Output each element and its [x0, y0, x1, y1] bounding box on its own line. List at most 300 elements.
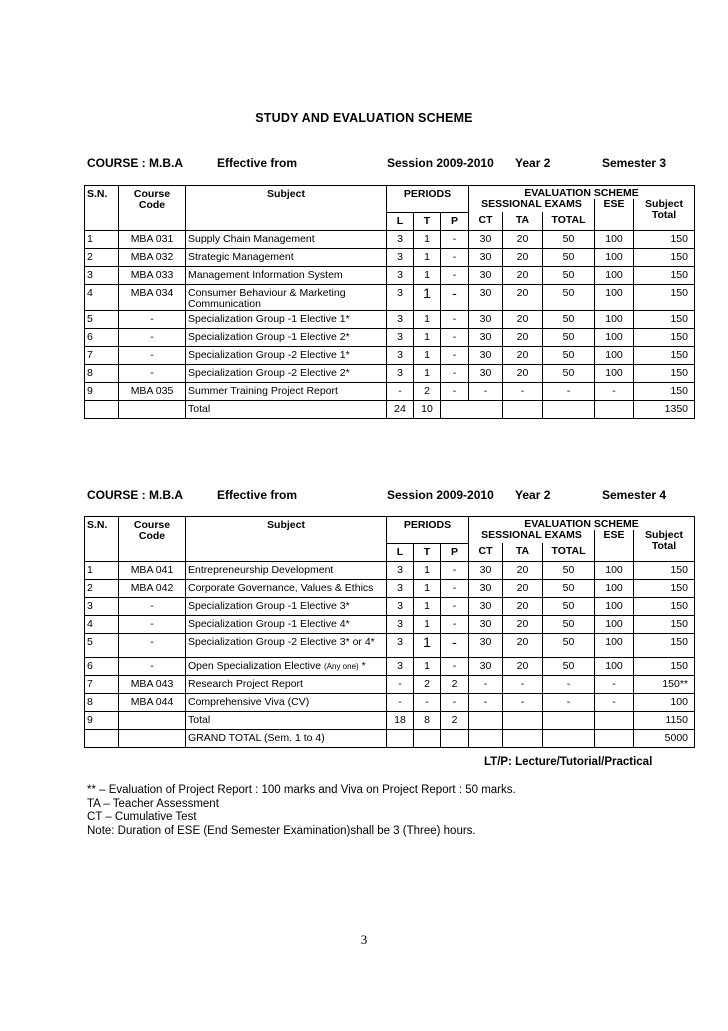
- header-subject-total: [634, 530, 695, 561]
- cell-subject: Specialization Group -1 Elective 1*: [186, 310, 387, 328]
- header-evaluation-scheme: EVALUATION SCHEME: [469, 517, 695, 531]
- header-ct: CT: [469, 543, 503, 561]
- cell-sn: 7: [85, 675, 119, 693]
- cell-total: 50: [543, 284, 595, 310]
- cell-t: -: [414, 693, 441, 711]
- cell-subject: Strategic Management: [186, 248, 387, 266]
- header-l: L: [387, 543, 414, 561]
- cell-code: -: [119, 657, 186, 675]
- cell-ese: 100: [595, 657, 634, 675]
- cell-code: -: [119, 633, 186, 657]
- cell-p: -: [441, 230, 469, 248]
- total-label: Total: [186, 400, 387, 418]
- cell-t: 1: [414, 364, 441, 382]
- total-label: Total: [186, 711, 387, 729]
- cell-code: MBA 033: [119, 266, 186, 284]
- header-sessional-exams: SESSIONAL EXAMS: [469, 199, 595, 212]
- empty-cell: [595, 729, 634, 747]
- cell-ese: 100: [595, 597, 634, 615]
- cell-subject: Corporate Governance, Values & Ethics: [186, 579, 387, 597]
- cell-subject: Specialization Group -2 Elective 1*: [186, 346, 387, 364]
- cell-sn: 1: [85, 230, 119, 248]
- cell-ese: 100: [595, 230, 634, 248]
- cell-sn: 9: [85, 382, 119, 400]
- cell-ese: 100: [595, 266, 634, 284]
- grand-total-value: 5000: [634, 729, 695, 747]
- cell-ese: 100: [595, 633, 634, 657]
- cell-l: 3: [387, 364, 414, 382]
- header-sn: S.N.: [85, 186, 119, 231]
- cell-ta: 20: [503, 364, 543, 382]
- cell-ta: 20: [503, 230, 543, 248]
- cell-t: 1: [414, 657, 441, 675]
- header-course-code-line1: Course: [133, 519, 171, 531]
- cell-ct: 30: [469, 657, 503, 675]
- cell-total: 50: [543, 328, 595, 346]
- cell-code: -: [119, 364, 186, 382]
- header-subject-total-line1: Subject: [645, 530, 683, 541]
- cell-p: -: [441, 633, 469, 657]
- cell-ta: -: [503, 382, 543, 400]
- cell-code: -: [119, 346, 186, 364]
- cell-ese: 100: [595, 615, 634, 633]
- cell-sub-total: 100: [634, 693, 695, 711]
- header-course-code: [119, 186, 186, 231]
- cell-l: 3: [387, 597, 414, 615]
- cell-ta: 20: [503, 266, 543, 284]
- cell-ese: 100: [595, 248, 634, 266]
- header-course-code-line1: Course: [133, 188, 171, 200]
- cell-p: -: [441, 346, 469, 364]
- session-label: Session 2009-2010: [387, 488, 494, 502]
- header-row: [85, 186, 695, 200]
- cell-ct: 30: [469, 248, 503, 266]
- cell-l: 3: [387, 657, 414, 675]
- subject-star: *: [361, 659, 366, 672]
- header-ct: CT: [469, 212, 503, 230]
- table-row: [85, 364, 695, 382]
- cell-ct: 30: [469, 633, 503, 657]
- cell-sn: 5: [85, 310, 119, 328]
- table-row: [85, 561, 695, 579]
- empty-cell: [503, 400, 543, 418]
- table-row: [85, 675, 695, 693]
- header-subject-total-line2: Total: [651, 209, 677, 221]
- header-course-code-line2: Code: [138, 530, 166, 542]
- table-row: [85, 657, 695, 675]
- cell-sub-total: 150: [634, 597, 695, 615]
- cell-p: -: [441, 561, 469, 579]
- total-row: [85, 400, 695, 418]
- cell-p: -: [441, 266, 469, 284]
- semester-label: Semester 3: [602, 156, 667, 170]
- cell-sn: 2: [85, 248, 119, 266]
- cell-sn: 4: [85, 615, 119, 633]
- header-periods: PERIODS: [387, 186, 469, 213]
- cell-subject: Management Information System: [186, 266, 387, 284]
- cell-p: -: [441, 310, 469, 328]
- empty-cell: [503, 711, 543, 729]
- cell-t: 1: [414, 579, 441, 597]
- cell-sn: 3: [85, 597, 119, 615]
- cell-subject: Comprehensive Viva (CV): [186, 693, 387, 711]
- header-subject: Subject: [186, 517, 387, 562]
- table-row: [85, 310, 695, 328]
- cell-code: -: [119, 310, 186, 328]
- cell-l: 3: [387, 310, 414, 328]
- effective-from-label: Effective from: [217, 488, 298, 502]
- cell-total: 50: [543, 248, 595, 266]
- header-t: T: [414, 212, 441, 230]
- cell-ta: 20: [503, 615, 543, 633]
- scheme-table-sem4: [84, 516, 695, 748]
- cell-t: 2: [414, 382, 441, 400]
- cell-sub-total: 150: [634, 364, 695, 382]
- cell-code: MBA 035: [119, 382, 186, 400]
- cell-ct: 30: [469, 615, 503, 633]
- header-l: L: [387, 212, 414, 230]
- table-row: [85, 579, 695, 597]
- note-line: ** – Evaluation of Project Report : 100 marks and Viva on Project Report : 50 marks.: [87, 784, 516, 796]
- cell-total: -: [543, 382, 595, 400]
- header-subject-total-line1: Subject: [645, 199, 683, 210]
- cell-ct: 30: [469, 266, 503, 284]
- cell-ese: 100: [595, 328, 634, 346]
- header-evaluation-scheme: EVALUATION SCHEME: [469, 186, 695, 200]
- cell-l: 3: [387, 266, 414, 284]
- cell-ta: 20: [503, 284, 543, 310]
- header-total: TOTAL: [543, 212, 595, 230]
- cell-subject: Research Project Report: [186, 675, 387, 693]
- cell-total: -: [543, 693, 595, 711]
- cell-code: MBA 042: [119, 579, 186, 597]
- cell-sn: 1: [85, 561, 119, 579]
- cell-sub-total: 150: [634, 382, 695, 400]
- cell-sub-total: 150: [634, 266, 695, 284]
- cell-l: 3: [387, 615, 414, 633]
- cell-code: -: [119, 328, 186, 346]
- header-ese: ESE: [595, 530, 634, 561]
- cell-ta: 20: [503, 561, 543, 579]
- cell-ese: -: [595, 382, 634, 400]
- cell-total: 50: [543, 561, 595, 579]
- cell-total: 50: [543, 310, 595, 328]
- table-row: [85, 633, 695, 657]
- cell-p: -: [441, 248, 469, 266]
- cell-ese: 100: [595, 579, 634, 597]
- cell-t: 2: [414, 675, 441, 693]
- cell-sn: 6: [85, 657, 119, 675]
- table-row: [85, 597, 695, 615]
- header-ta: TA: [503, 212, 543, 230]
- header-sessional-exams: SESSIONAL EXAMS: [469, 530, 595, 543]
- total-l: 18: [387, 711, 414, 729]
- grand-total-row: [85, 729, 695, 747]
- empty-cell: [441, 729, 469, 747]
- cell-ct: 30: [469, 230, 503, 248]
- cell-ct: 30: [469, 364, 503, 382]
- note-line: CT – Cumulative Test: [87, 811, 197, 823]
- header-course-code-line2: Code: [138, 199, 166, 211]
- cell-sn: 6: [85, 328, 119, 346]
- cell-ta: 20: [503, 579, 543, 597]
- cell-l: 3: [387, 633, 414, 657]
- cell-code: -: [119, 615, 186, 633]
- cell-total: 50: [543, 230, 595, 248]
- cell-p: -: [441, 615, 469, 633]
- note-line: TA – Teacher Assessment: [87, 797, 219, 810]
- cell-l: -: [387, 675, 414, 693]
- cell-p: -: [441, 382, 469, 400]
- cell-sub-total: 150: [634, 284, 695, 310]
- empty-cell: [414, 729, 441, 747]
- course-label: COURSE : M.B.A: [87, 156, 183, 170]
- cell-p: -: [441, 657, 469, 675]
- cell-code: MBA 041: [119, 561, 186, 579]
- cell-code: MBA 043: [119, 675, 186, 693]
- cell-p: -: [441, 693, 469, 711]
- empty-cell: [387, 729, 414, 747]
- cell-subject: Supply Chain Management: [186, 230, 387, 248]
- empty-cell: [543, 711, 595, 729]
- table-row: [85, 230, 695, 248]
- effective-from-label: Effective from: [217, 156, 298, 170]
- cell-sub-total: 150: [634, 248, 695, 266]
- header-p: P: [441, 543, 469, 561]
- cell-sub-total: 150: [634, 328, 695, 346]
- empty-cell: [469, 729, 503, 747]
- cell-t: 1: [414, 346, 441, 364]
- cell-subject: Consumer Behaviour & Marketing Communication: [186, 284, 387, 310]
- cell-t: 1: [414, 615, 441, 633]
- cell-sub-total: 150: [634, 310, 695, 328]
- total-row: [85, 711, 695, 729]
- cell-t: 1: [414, 248, 441, 266]
- cell-l: 3: [387, 284, 414, 310]
- header-t: T: [414, 543, 441, 561]
- cell-ta: -: [503, 675, 543, 693]
- cell-total: 50: [543, 266, 595, 284]
- cell-total: 50: [543, 364, 595, 382]
- grand-total-label: GRAND TOTAL (Sem. 1 to 4): [186, 729, 387, 747]
- cell-ct: 30: [469, 310, 503, 328]
- cell-code: MBA 044: [119, 693, 186, 711]
- cell-subject: Summer Training Project Report: [186, 382, 387, 400]
- cell-l: 3: [387, 346, 414, 364]
- table-row: [85, 328, 695, 346]
- header-p: P: [441, 212, 469, 230]
- cell-total: 50: [543, 579, 595, 597]
- year-label: Year 2: [515, 156, 551, 170]
- cell-subject: Specialization Group -2 Elective 3* or 4*: [186, 633, 387, 657]
- note-line: Note: Duration of ESE (End Semester Examination)shall be 3 (Three) hours.: [87, 824, 476, 837]
- table-row: [85, 248, 695, 266]
- table-row: [85, 346, 695, 364]
- empty-cell: [119, 729, 186, 747]
- cell-total: 50: [543, 633, 595, 657]
- cell-ta: 20: [503, 310, 543, 328]
- cell-ta: 20: [503, 633, 543, 657]
- header-row: [85, 517, 695, 531]
- cell-ct: -: [469, 693, 503, 711]
- cell-ese: 100: [595, 364, 634, 382]
- cell-subject: Specialization Group -1 Elective 2*: [186, 328, 387, 346]
- header-subject: Subject: [186, 186, 387, 231]
- cell-ta: 20: [503, 248, 543, 266]
- cell-sn: 2: [85, 579, 119, 597]
- cell-code: MBA 031: [119, 230, 186, 248]
- course-line-sem3: [87, 156, 697, 172]
- subject-small-text: (Any one): [324, 661, 359, 671]
- cell-ese: 100: [595, 561, 634, 579]
- cell-total: 50: [543, 615, 595, 633]
- cell-l: 3: [387, 561, 414, 579]
- total-subject-total: 1350: [634, 400, 695, 418]
- table-row: [85, 382, 695, 400]
- subject-main-text: Open Specialization Elective: [188, 659, 322, 672]
- header-total: TOTAL: [543, 543, 595, 561]
- cell-l: -: [387, 382, 414, 400]
- cell-ct: 30: [469, 597, 503, 615]
- empty-cell: [543, 729, 595, 747]
- cell-ese: 100: [595, 346, 634, 364]
- cell-p: -: [441, 328, 469, 346]
- cell-l: 3: [387, 328, 414, 346]
- header-subject-total: [634, 199, 695, 230]
- cell-sub-total: 150: [634, 633, 695, 657]
- total-t: 8: [414, 711, 441, 729]
- header-sn: S.N.: [85, 517, 119, 562]
- semester-label: Semester 4: [602, 488, 667, 502]
- page-title: STUDY AND EVALUATION SCHEME: [255, 111, 473, 125]
- cell-ta: -: [503, 693, 543, 711]
- session-label: Session 2009-2010: [387, 156, 494, 170]
- cell-p: -: [441, 579, 469, 597]
- cell-t: 1: [414, 597, 441, 615]
- cell-sn: 8: [85, 364, 119, 382]
- cell-ta: 20: [503, 328, 543, 346]
- cell-sub-total: 150: [634, 561, 695, 579]
- cell-sn: 4: [85, 284, 119, 310]
- total-l: 24: [387, 400, 414, 418]
- cell-sub-total: 150: [634, 579, 695, 597]
- table-row: [85, 284, 695, 310]
- cell-code: MBA 034: [119, 284, 186, 310]
- table-row: [85, 615, 695, 633]
- table-row: [85, 693, 695, 711]
- cell-ese: -: [595, 693, 634, 711]
- notes: [87, 784, 516, 838]
- cell-subject: Specialization Group -2 Elective 2*: [186, 364, 387, 382]
- cell-total: -: [543, 675, 595, 693]
- header-ese: ESE: [595, 199, 634, 230]
- cell-p: -: [441, 364, 469, 382]
- cell-sn: 7: [85, 346, 119, 364]
- cell-t: 1: [414, 561, 441, 579]
- empty-cell: [503, 729, 543, 747]
- cell-sn: 8: [85, 693, 119, 711]
- header-periods: PERIODS: [387, 517, 469, 544]
- cell-p: -: [441, 597, 469, 615]
- cell-l: -: [387, 693, 414, 711]
- cell-subject: [186, 657, 387, 675]
- cell-t: 1: [414, 633, 441, 657]
- cell-ct: 30: [469, 561, 503, 579]
- course-line-sem4: [87, 488, 697, 504]
- empty-cell: [595, 711, 634, 729]
- cell-ese: 100: [595, 310, 634, 328]
- cell-sub-total: 150: [634, 346, 695, 364]
- course-label: COURSE : M.B.A: [87, 488, 183, 502]
- cell-ta: 20: [503, 657, 543, 675]
- cell-total: 50: [543, 657, 595, 675]
- cell-code: -: [119, 597, 186, 615]
- total-subject-total: 1150: [634, 711, 695, 729]
- empty-cell: [441, 400, 503, 418]
- cell-l: 3: [387, 230, 414, 248]
- empty-cell: [469, 711, 503, 729]
- empty-cell: [119, 711, 186, 729]
- cell-total: 50: [543, 346, 595, 364]
- cell-ese: 100: [595, 284, 634, 310]
- cell-t: 1: [414, 266, 441, 284]
- empty-cell: [595, 400, 634, 418]
- cell-sn: 9: [85, 711, 119, 729]
- year-label: Year 2: [515, 488, 551, 502]
- cell-l: 3: [387, 248, 414, 266]
- cell-t: 1: [414, 328, 441, 346]
- cell-code: MBA 032: [119, 248, 186, 266]
- cell-p: 2: [441, 675, 469, 693]
- cell-subject: Specialization Group -1 Elective 3*: [186, 597, 387, 615]
- scheme-table-sem3: [84, 185, 695, 419]
- header-course-code: [119, 517, 186, 562]
- header-subject-total-line2: Total: [651, 540, 677, 552]
- cell-subject: Entrepreneurship Development: [186, 561, 387, 579]
- cell-ct: 30: [469, 579, 503, 597]
- cell-l: 3: [387, 579, 414, 597]
- page-number: 3: [360, 932, 368, 947]
- cell-sub-total: 150: [634, 230, 695, 248]
- cell-ta: 20: [503, 597, 543, 615]
- table-row: [85, 266, 695, 284]
- cell-t: 1: [414, 284, 441, 310]
- empty-cell: [119, 400, 186, 418]
- cell-sub-total: 150: [634, 615, 695, 633]
- cell-sn: 5: [85, 633, 119, 657]
- cell-ct: 30: [469, 284, 503, 310]
- cell-p: -: [441, 284, 469, 310]
- cell-t: 1: [414, 230, 441, 248]
- empty-cell: [543, 400, 595, 418]
- cell-subject-total: 150: [634, 657, 695, 675]
- cell-ct: 30: [469, 328, 503, 346]
- cell-ese: -: [595, 675, 634, 693]
- header-ta: TA: [503, 543, 543, 561]
- empty-cell: [85, 400, 119, 418]
- cell-t: 1: [414, 310, 441, 328]
- ltp-legend: LT/P: Lecture/Tutorial/Practical: [484, 756, 653, 768]
- total-p: 2: [441, 711, 469, 729]
- empty-cell: [85, 729, 119, 747]
- total-t: 10: [414, 400, 441, 418]
- cell-ta: 20: [503, 346, 543, 364]
- cell-ct: -: [469, 382, 503, 400]
- cell-subject: Specialization Group -1 Elective 4*: [186, 615, 387, 633]
- cell-ct: -: [469, 675, 503, 693]
- cell-sub-total: 150**: [634, 675, 695, 693]
- cell-total: 50: [543, 597, 595, 615]
